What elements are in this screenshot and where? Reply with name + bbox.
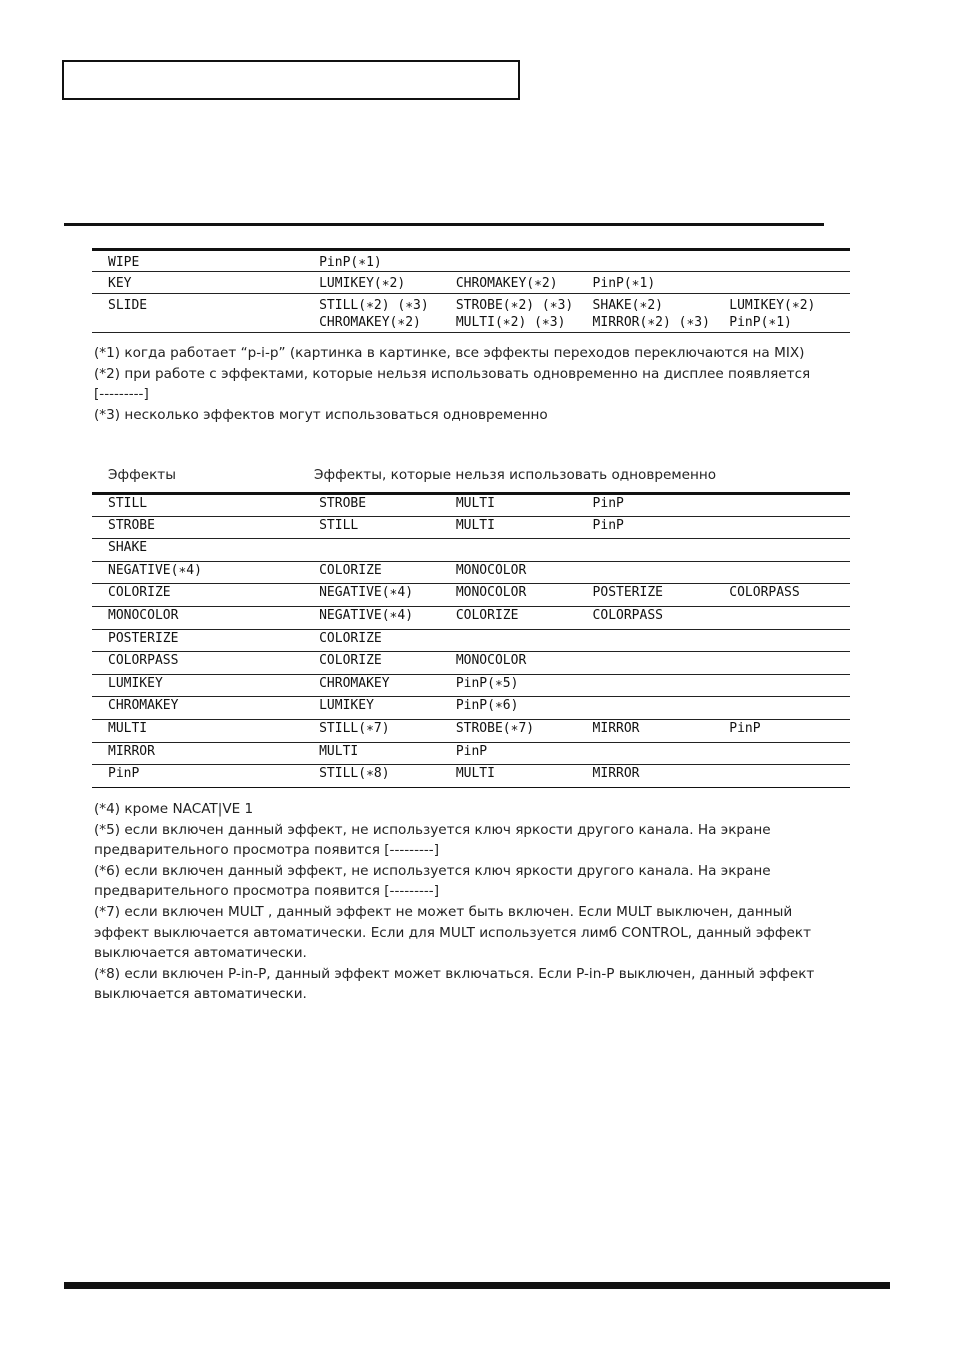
incompatible-effect <box>713 629 850 652</box>
incompatible-effect: CHROMAKEY <box>319 675 390 691</box>
incompatible-effect <box>713 494 850 517</box>
incompatible-effect: MIRROR <box>592 766 640 782</box>
transition-row <box>92 250 850 272</box>
incompatible-effect: MIRROR <box>592 720 640 736</box>
transition-name: WIPE <box>108 255 140 270</box>
incompatible-effect <box>713 742 850 765</box>
effect-row <box>92 674 850 697</box>
incompatible-effect: PinP <box>455 743 488 759</box>
note-4: (*4) кроме NACAT|VE 1 <box>94 801 254 817</box>
incompatible-effect <box>577 561 714 584</box>
effect-line: MULTI(∗2) (∗3) <box>455 315 566 330</box>
effect-row <box>92 719 850 742</box>
incompatible-effect <box>713 606 850 629</box>
incompatible-effect: MONOCOLOR <box>455 653 527 669</box>
notes-effects <box>94 799 834 1005</box>
effect-line: STROBE(∗2) (∗3) <box>455 298 574 313</box>
effect-name: COLORPASS <box>108 653 179 669</box>
effect-line: PinP(∗1) <box>319 255 382 270</box>
incompatible-effect <box>713 765 850 788</box>
effect-cell <box>303 250 440 272</box>
effect-cell <box>303 294 440 333</box>
effect-line: MIRROR(∗2) (∗3) <box>592 315 710 330</box>
effect-cell <box>713 294 850 333</box>
incompatible-effect: COLORPASS <box>729 585 800 601</box>
incompatible-effect: MONOCOLOR <box>455 562 527 578</box>
effect-name: COLORIZE <box>108 585 171 601</box>
incompatible-effect: PinP <box>592 517 624 533</box>
note-8: (*8) если включен P-in-P, данный эффект может включаться. Если P-in-P выключен, данный эффект <box>94 965 815 982</box>
note-2: (*2) при работе с эффектами, которые нельзя использовать одновременно на дисплее появляется <box>94 365 811 382</box>
note-2-indicator: [---------] <box>94 386 149 403</box>
effect-line: PinP(∗1) <box>592 276 656 291</box>
incompatible-effect: STILL(∗7) <box>319 720 390 736</box>
effect-cell <box>440 272 577 294</box>
effect-line: SHAKE(∗2) <box>592 298 663 313</box>
incompatible-effect <box>577 742 714 765</box>
effect-cell <box>577 294 714 333</box>
effect-name: MIRROR <box>108 743 155 759</box>
incompatible-effect: POSTERIZE <box>592 585 663 601</box>
incompatible-effect: MULTI <box>319 743 359 759</box>
effect-row <box>92 584 850 607</box>
incompatible-effect: PinP <box>592 496 624 511</box>
incompatible-effect: STROBE <box>319 496 367 511</box>
effect-row <box>92 629 850 652</box>
incompatible-effect: PinP(∗5) <box>455 675 519 691</box>
effect-line: CHROMAKEY(∗2) <box>455 276 558 291</box>
incompatible-effect <box>713 674 850 697</box>
incompatible-effect <box>577 652 714 675</box>
effect-line: LUMIKEY(∗2) <box>319 276 406 291</box>
effect-name: STILL <box>108 496 148 511</box>
incompatible-effect: COLORIZE <box>455 607 519 623</box>
effect-row <box>92 742 850 765</box>
effect-line: PinP(∗1) <box>729 315 792 330</box>
incompatible-effect: LUMIKEY <box>319 698 374 714</box>
incompatible-effect <box>577 629 714 652</box>
incompatible-effect <box>713 561 850 584</box>
effect-cell <box>440 294 577 333</box>
note-7-cont2: выключается автоматически. <box>94 945 307 962</box>
effect-cell <box>577 272 714 294</box>
note-7: (*7) если включен MULT , данный эффект не может быть включен. Если MULT выключен, данный <box>94 903 793 920</box>
effect-name: NEGATIVE(∗4) <box>108 562 202 578</box>
incompatible-effect: MONOCOLOR <box>455 585 527 601</box>
incompatible-effect <box>440 539 577 562</box>
incompatible-effect <box>440 629 577 652</box>
incompatible-effect <box>713 539 850 562</box>
effect-line: CHROMAKEY(∗2) <box>319 315 421 330</box>
footer-rule <box>64 1282 890 1289</box>
incompatible-effect: COLORIZE <box>319 653 382 669</box>
effects-column-header: Эффекты <box>108 467 176 483</box>
incompatible-effect <box>303 539 440 562</box>
effect-line: STILL(∗2) (∗3) <box>319 298 429 313</box>
effect-row <box>92 652 850 675</box>
incompatible-effect <box>577 697 714 720</box>
incompatible-effect: STROBE(∗7) <box>455 720 535 736</box>
incompatible-effect: PinP <box>729 720 761 736</box>
effect-name: STROBE <box>108 517 155 533</box>
effect-row <box>92 765 850 788</box>
effect-cell <box>713 272 850 294</box>
effect-name: PinP <box>108 766 140 782</box>
effect-name: MULTI <box>108 720 148 736</box>
incompatible-effect <box>577 674 714 697</box>
incompatible-effect: NEGATIVE(∗4) <box>319 607 414 623</box>
effect-cell <box>303 272 440 294</box>
section-rule <box>64 223 824 226</box>
effect-cell <box>713 250 850 272</box>
effect-name: MONOCOLOR <box>108 607 179 623</box>
effects-table <box>92 492 850 788</box>
notes-transitions <box>94 343 834 425</box>
effect-row <box>92 697 850 720</box>
note-6: (*6) если включен данный эффект, не используется ключ яркости другого канала. На экране <box>94 862 771 879</box>
effect-name: LUMIKEY <box>108 675 163 691</box>
incompatible-effect: STILL <box>319 517 359 533</box>
effect-name: POSTERIZE <box>108 630 179 646</box>
note-8-cont: выключается автоматически. <box>94 986 307 1003</box>
incompatible-effect <box>713 697 850 720</box>
effect-cell <box>440 250 577 272</box>
effect-row <box>92 539 850 562</box>
incompatible-effect <box>713 516 850 539</box>
incompatible-effect: STILL(∗8) <box>319 766 390 782</box>
incompatible-effect: PinP(∗6) <box>455 698 519 714</box>
effect-row <box>92 494 850 517</box>
incompatible-effect: MULTI <box>455 766 495 782</box>
incompatible-effect: COLORIZE <box>319 562 382 578</box>
effect-cell <box>577 250 714 272</box>
incompatible-effect <box>577 539 714 562</box>
note-5: (*5) если включен данный эффект, не используется ключ яркости другого канала. На экране <box>94 821 771 838</box>
transition-table <box>92 248 850 333</box>
incompatible-effect: NEGATIVE(∗4) <box>319 585 414 601</box>
effect-row <box>92 606 850 629</box>
note-7-cont: эффект выключается автоматически. Если для MULT используется лимб CONTROL, данный эффект <box>94 924 812 941</box>
transition-name: KEY <box>108 276 132 291</box>
incompatible-column-header: Эффекты, которые нельзя использовать одновременно <box>314 467 717 483</box>
effect-name: SHAKE <box>108 540 148 556</box>
incompatible-effect: MULTI <box>455 496 495 511</box>
incompatible-effect: MULTI <box>455 517 495 533</box>
effect-line: LUMIKEY(∗2) <box>729 298 816 313</box>
effect-row <box>92 561 850 584</box>
incompatible-effect: COLORPASS <box>592 607 663 623</box>
note-1: (*1) когда работает “p-i-p” (картинка в картинке, все эффекты переходов переключаются на MIX) <box>94 345 805 361</box>
effect-name: CHROMAKEY <box>108 698 179 714</box>
incompatible-effect: COLORIZE <box>319 630 382 646</box>
header-box <box>62 60 520 100</box>
transition-row <box>92 272 850 294</box>
note-3: (*3) несколько эффектов могут использоваться одновременно <box>94 406 548 423</box>
effect-row <box>92 516 850 539</box>
incompatible-effect <box>713 652 850 675</box>
note-5-cont: предварительного просмотра появится [---------] <box>94 842 440 859</box>
transition-row <box>92 294 850 333</box>
transition-name: SLIDE <box>108 298 148 313</box>
note-6-cont: предварительного просмотра появится [---------] <box>94 883 440 900</box>
